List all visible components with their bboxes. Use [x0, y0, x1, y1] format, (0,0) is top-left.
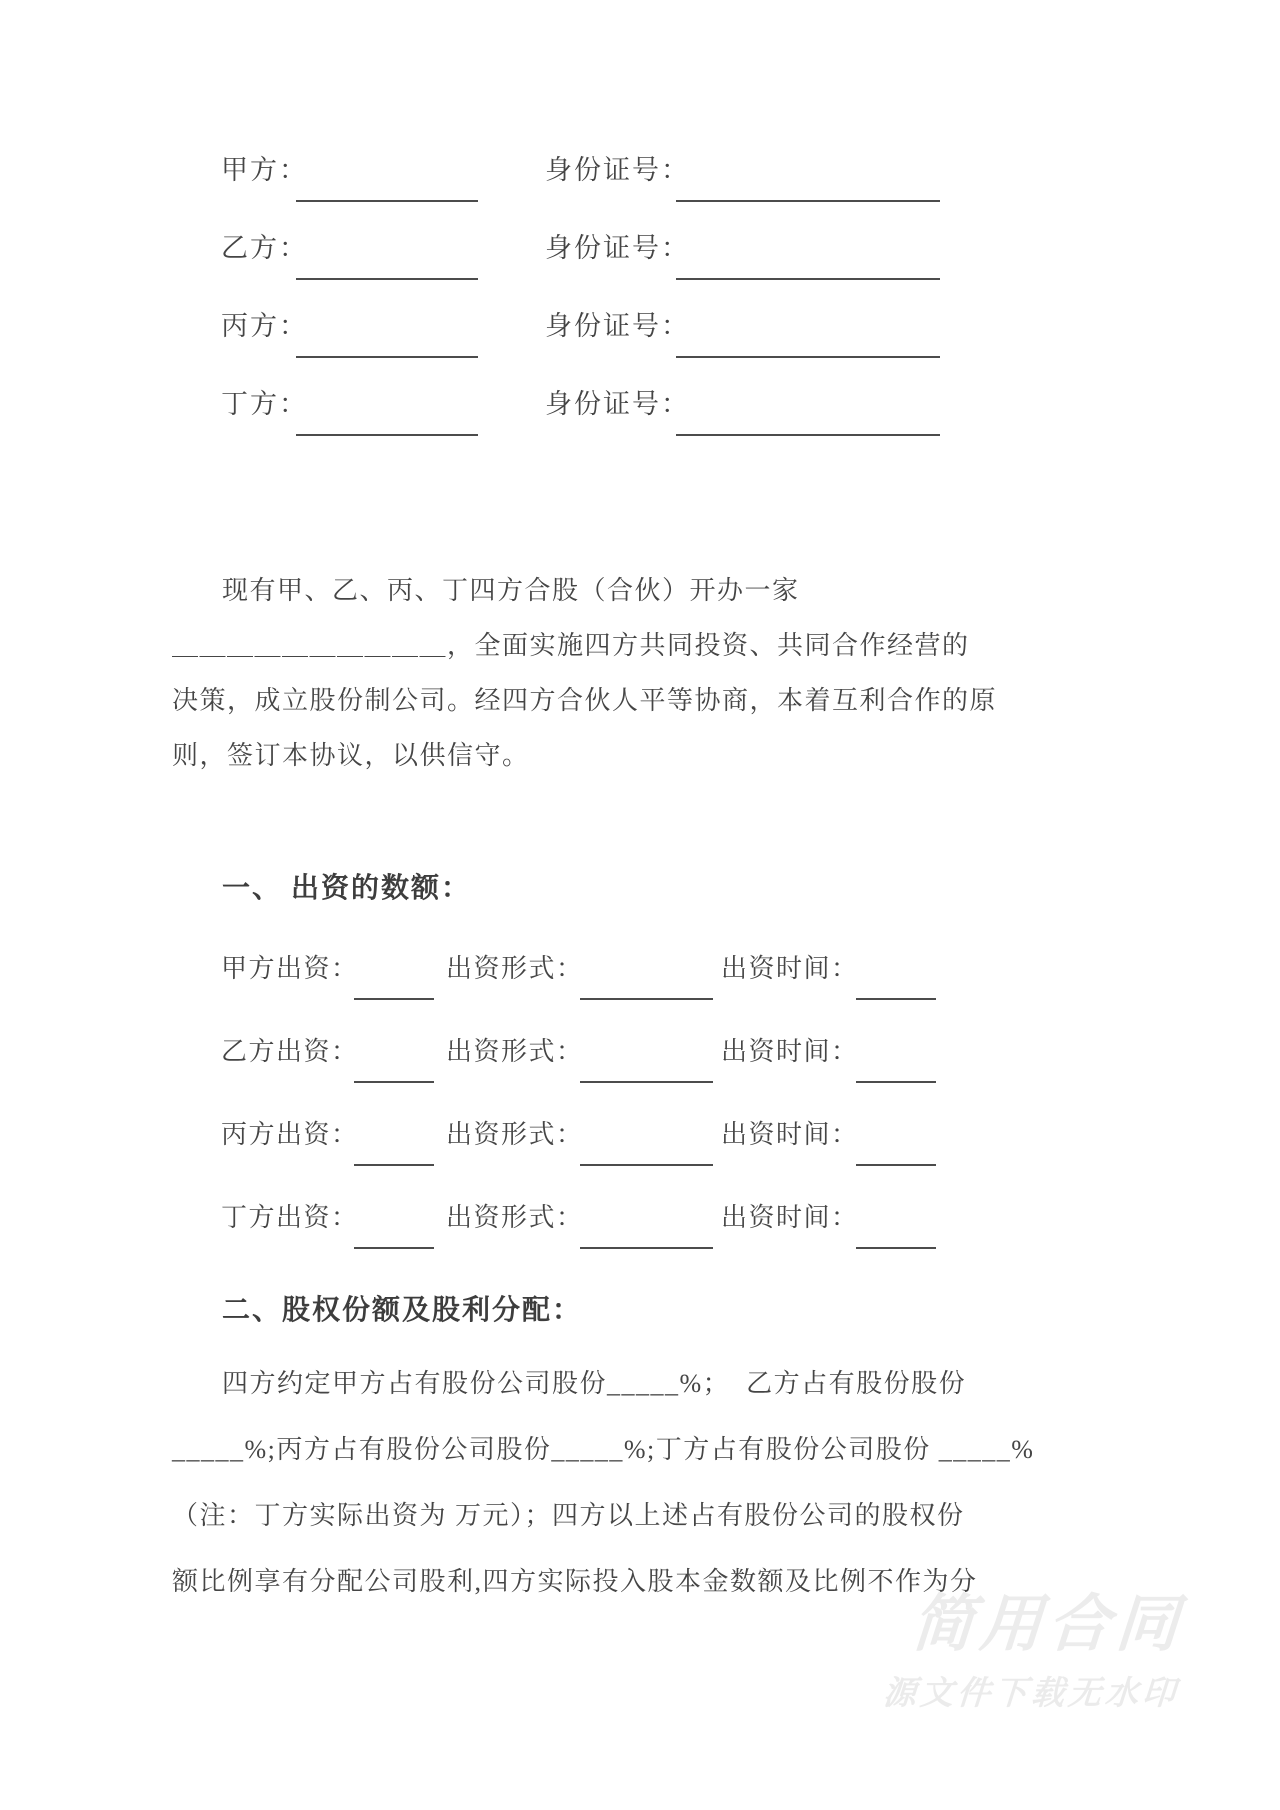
contrib-row-ding — [0, 1197, 1280, 1261]
contrib-form-blank-line — [580, 1247, 713, 1249]
contrib-time-blank-line — [856, 1164, 936, 1166]
equity-line: 四方约定甲方占有股份公司股份_____%； 乙方占有股份股份 — [222, 1369, 967, 1398]
contrib-amount-blank-line — [354, 1164, 434, 1166]
id-number-label: 身份证号： — [545, 155, 690, 185]
contrib-time-blank-line — [856, 1247, 936, 1249]
party-name-blank-line — [296, 356, 478, 358]
party-row-ding — [0, 382, 1280, 446]
contrib-amount-label: 丁方出资： — [221, 1203, 359, 1232]
equity-line: （注：丁方实际出资为 万元）；四方以上述占有股份公司的股权份 — [172, 1501, 965, 1530]
intro-line: 现有甲、乙、丙、丁四方合股（合伙）开办一家 — [222, 576, 800, 605]
contrib-time-label: 出资时间： — [721, 954, 859, 983]
id-number-label: 身份证号： — [545, 311, 690, 341]
id-number-blank-line — [676, 356, 940, 358]
contrib-time-label: 出资时间： — [721, 1120, 859, 1149]
contrib-form-label: 出资形式： — [446, 1037, 584, 1066]
contrib-time-blank-line — [856, 1081, 936, 1083]
contrib-form-label: 出资形式： — [446, 1203, 584, 1232]
watermark-title: 简用合同 — [909, 1590, 1187, 1659]
contrib-form-blank-line — [580, 1164, 713, 1166]
contrib-time-label: 出资时间： — [721, 1203, 859, 1232]
contrib-form-blank-line — [580, 998, 713, 1000]
intro-line: ＿＿＿＿＿＿＿＿＿＿，全面实施四方共同投资、共同合作经营的 — [172, 631, 970, 660]
contrib-time-blank-line — [856, 998, 936, 1000]
intro-paragraph — [172, 572, 998, 792]
party-name-blank-line — [296, 434, 478, 436]
intro-line: 则，签订本协议，以供信守。 — [172, 741, 530, 770]
party-label: 乙方： — [221, 233, 308, 263]
contrib-amount-label: 甲方出资： — [221, 954, 359, 983]
party-label: 丁方： — [221, 389, 308, 419]
contrib-amount-label: 乙方出资： — [221, 1037, 359, 1066]
equity-paragraph — [172, 1362, 1035, 1626]
contrib-row-yi — [0, 1031, 1280, 1095]
contrib-amount-blank-line — [354, 1247, 434, 1249]
id-number-label: 身份证号： — [545, 389, 690, 419]
section-heading-investment: 一、 出资的数额： — [222, 873, 472, 904]
party-label: 丙方： — [221, 311, 308, 341]
equity-line: _____%;丙方占有股份公司股份_____%;丁方占有股份公司股份 _____% — [172, 1435, 1035, 1464]
contrib-amount-blank-line — [354, 1081, 434, 1083]
contrib-row-jia — [0, 948, 1280, 1012]
party-label: 甲方： — [221, 155, 308, 185]
party-name-blank-line — [296, 278, 478, 280]
party-row-bing — [0, 304, 1280, 368]
intro-line: 决策，成立股份制公司。经四方合伙人平等协商，本着互利合作的原 — [172, 686, 998, 715]
id-number-label: 身份证号： — [545, 233, 690, 263]
equity-line: 额比例享有分配公司股利,四方实际投入股本金数额及比例不作为分 — [172, 1567, 978, 1596]
contrib-amount-label: 丙方出资： — [221, 1120, 359, 1149]
contrib-form-label: 出资形式： — [446, 1120, 584, 1149]
party-name-blank-line — [296, 200, 478, 202]
section-heading-equity: 二、股权份额及股利分配： — [222, 1295, 583, 1326]
id-number-blank-line — [676, 200, 940, 202]
id-number-blank-line — [676, 434, 940, 436]
watermark-subtitle: 源文件下载无水印 — [881, 1674, 1181, 1712]
contrib-form-label: 出资形式： — [446, 954, 584, 983]
id-number-blank-line — [676, 278, 940, 280]
party-row-yi — [0, 226, 1280, 290]
watermark — [882, 1592, 1187, 1714]
contrib-form-blank-line — [580, 1081, 713, 1083]
party-row-jia — [0, 148, 1280, 212]
contrib-time-label: 出资时间： — [721, 1037, 859, 1066]
contrib-row-bing — [0, 1114, 1280, 1178]
contrib-amount-blank-line — [354, 998, 434, 1000]
